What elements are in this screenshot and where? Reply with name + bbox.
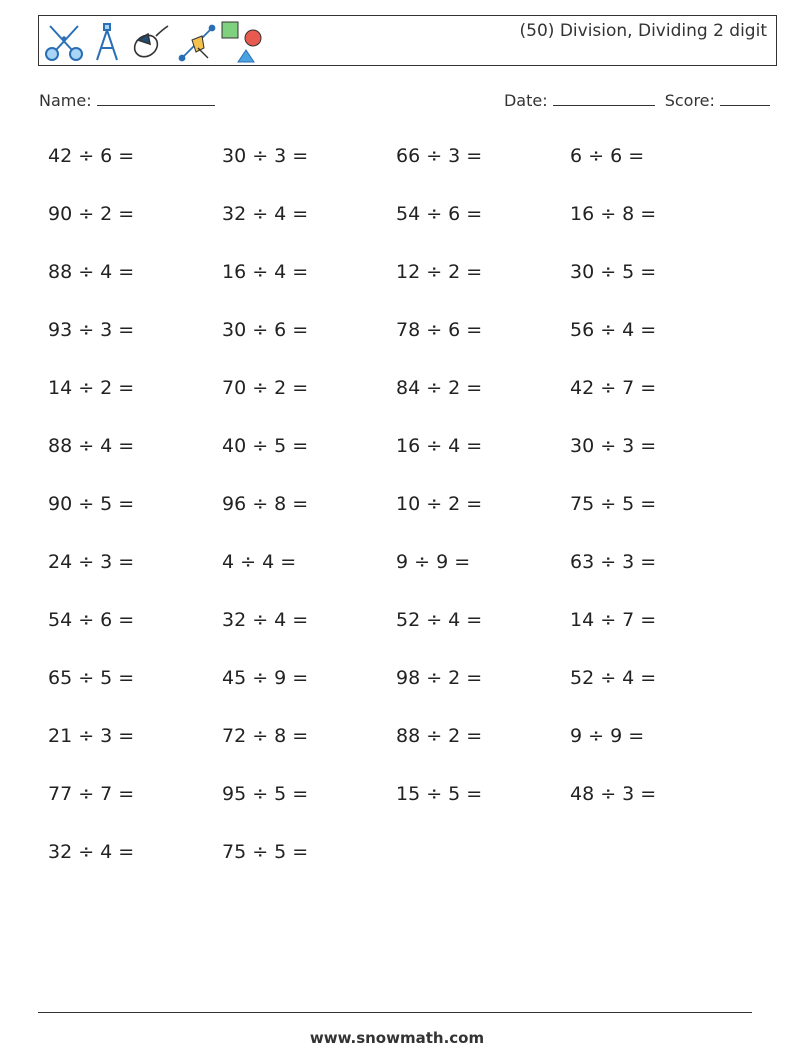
compass-icon xyxy=(90,22,124,62)
division-problem: 48 ÷ 3 = xyxy=(570,783,657,805)
division-problem: 52 ÷ 4 = xyxy=(396,609,483,631)
division-problem: 42 ÷ 6 = xyxy=(48,145,135,167)
date-field xyxy=(504,91,655,110)
division-problem: 88 ÷ 4 = xyxy=(48,261,135,283)
division-problem: 9 ÷ 9 = xyxy=(570,725,645,747)
division-problem: 75 ÷ 5 = xyxy=(222,841,309,863)
division-problem: 63 ÷ 3 = xyxy=(570,551,657,573)
division-problem: 32 ÷ 4 = xyxy=(222,203,309,225)
division-problem: 65 ÷ 5 = xyxy=(48,667,135,689)
name-label: Name: xyxy=(39,91,92,110)
division-problem: 93 ÷ 3 = xyxy=(48,319,135,341)
division-problem: 42 ÷ 7 = xyxy=(570,377,657,399)
name-field xyxy=(39,91,215,110)
division-problem: 96 ÷ 8 = xyxy=(222,493,309,515)
footer-url: www.snowmath.com xyxy=(309,1029,485,1047)
division-problem: 70 ÷ 2 = xyxy=(222,377,309,399)
division-problem: 16 ÷ 8 = xyxy=(570,203,657,225)
name-line xyxy=(97,91,215,106)
division-problem: 4 ÷ 4 = xyxy=(222,551,297,573)
division-problem: 14 ÷ 7 = xyxy=(570,609,657,631)
division-problem: 54 ÷ 6 = xyxy=(48,609,135,631)
score-field xyxy=(665,91,770,110)
division-problem: 32 ÷ 4 = xyxy=(48,841,135,863)
division-problem: 12 ÷ 2 = xyxy=(396,261,483,283)
division-problem: 15 ÷ 5 = xyxy=(396,783,483,805)
score-label: Score: xyxy=(664,91,715,110)
division-problem: 21 ÷ 3 = xyxy=(48,725,135,747)
shapes-icon xyxy=(220,20,266,64)
division-problem: 16 ÷ 4 = xyxy=(222,261,309,283)
footer-divider xyxy=(38,1012,752,1013)
division-problem: 75 ÷ 5 = xyxy=(570,493,657,515)
division-problem: 77 ÷ 7 = xyxy=(48,783,135,805)
division-problem: 95 ÷ 5 = xyxy=(222,783,309,805)
division-problem: 30 ÷ 6 = xyxy=(222,319,309,341)
division-problem: 52 ÷ 4 = xyxy=(570,667,657,689)
date-label: Date: xyxy=(503,91,548,110)
division-problem: 88 ÷ 4 = xyxy=(48,435,135,457)
division-problem: 40 ÷ 5 = xyxy=(222,435,309,457)
division-problem: 16 ÷ 4 = xyxy=(396,435,483,457)
division-problem: 10 ÷ 2 = xyxy=(396,493,483,515)
division-problem: 30 ÷ 3 = xyxy=(570,435,657,457)
pen-node-icon xyxy=(178,22,218,62)
worksheet-header xyxy=(38,15,777,66)
score-line xyxy=(720,91,770,106)
division-problem: 54 ÷ 6 = xyxy=(396,203,483,225)
division-problem: 30 ÷ 5 = xyxy=(570,261,657,283)
division-problem: 90 ÷ 5 = xyxy=(48,493,135,515)
division-problem: 56 ÷ 4 = xyxy=(570,319,657,341)
date-line xyxy=(553,91,655,106)
division-problem: 45 ÷ 9 = xyxy=(222,667,309,689)
date-score-fields xyxy=(504,91,770,110)
mouse-icon xyxy=(130,22,174,62)
division-problem: 32 ÷ 4 = xyxy=(222,609,309,631)
worksheet-title: (50) Division, Dividing 2 digit xyxy=(519,21,767,41)
division-problem: 6 ÷ 6 = xyxy=(570,145,645,167)
division-problem: 88 ÷ 2 = xyxy=(396,725,483,747)
division-problem: 90 ÷ 2 = xyxy=(48,203,135,225)
division-problem: 9 ÷ 9 = xyxy=(396,551,471,573)
division-problem: 14 ÷ 2 = xyxy=(48,377,135,399)
scissors-icon xyxy=(42,22,86,62)
division-problem: 84 ÷ 2 = xyxy=(396,377,483,399)
division-problem: 98 ÷ 2 = xyxy=(396,667,483,689)
division-problem: 78 ÷ 6 = xyxy=(396,319,483,341)
division-problem: 66 ÷ 3 = xyxy=(396,145,483,167)
division-problem: 30 ÷ 3 = xyxy=(222,145,309,167)
division-problem: 24 ÷ 3 = xyxy=(48,551,135,573)
header-icons xyxy=(42,20,266,64)
division-problem: 72 ÷ 8 = xyxy=(222,725,309,747)
